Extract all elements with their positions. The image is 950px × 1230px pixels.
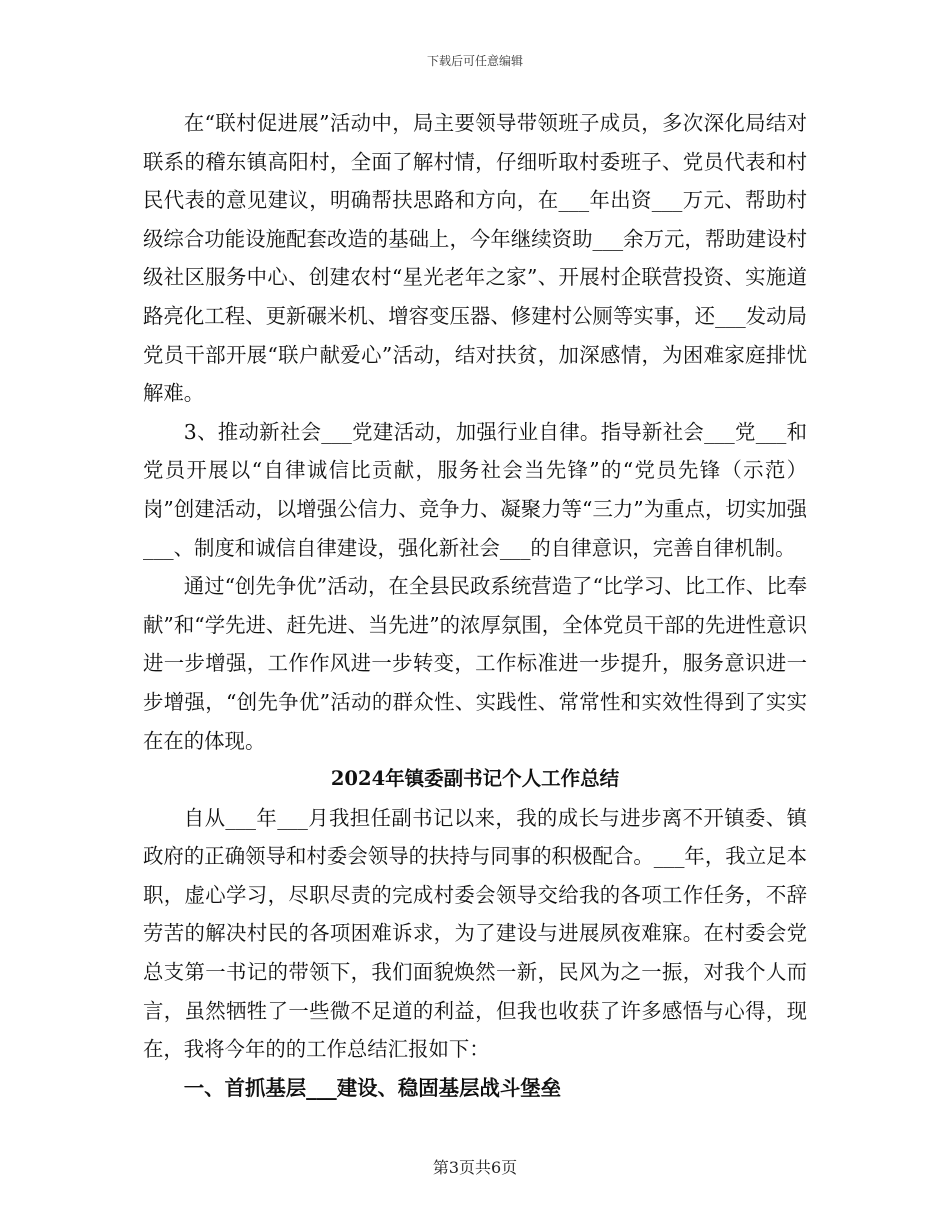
page-header: 下载后可任意编辑 bbox=[426, 54, 523, 68]
document-body bbox=[143, 104, 807, 1107]
heading-grassroots: 一、首抓基层___建设、稳固基层战斗堡垒 bbox=[183, 1075, 562, 1100]
page-number: 第3页共6页 bbox=[432, 1158, 518, 1177]
paragraph-chuang-xian-zheng-you: 通过“创先争优”活动，在全县民政系统营造了“比学习、比工作、比奉献”和“学先进、赶先进、当先进”的浓厚氛围，全体党员干部的先进性意识进一步增强，工作作风进一步转变，工作标准进一步提升，服务意识进一步增强，“创先争优”活动的群众性、实践性、常常性和实效性得到了实实在在的体现。 bbox=[143, 574, 807, 753]
section-title: 2024年镇委副书记个人工作总结 bbox=[330, 767, 620, 791]
paragraph-new-society-party-building: 3、推动新社会___党建活动，加强行业自律。指导新社会___党___和党员开展以“自律诚信比贡献，服务社会当先锋”的“党员先锋（示范）岗”创建活动，以增强公信力、竞争力、凝聚力等“三力”为重点，切实加强___、制度和诚信自律建设，强化新社会___的自律意识，完善自律机制。 bbox=[143, 419, 807, 560]
paragraph-intro-summary: 自从___年___月我担任副书记以来，我的成长与进步离不开镇委、镇政府的正确领导和村委会领导的扶持与同事的积极配合。___年，我立足本职，虚心学习，尽职尽责的完成村委会领导交给我的各项工作任务，不辞劳苦的解决村民的各项困难诉求，为了建设与进展夙夜难寐。在村委会党总支第一书记的带领下，我们面貌焕然一新，民风为之一振，对我个人而言，虽然牺牲了一些微不足道的利益，但我也收获了许多感悟与心得，现在，我将今年的的工作总结汇报如下： bbox=[143, 805, 807, 1062]
paragraph-lian-cun: 在“联村促进展”活动中，局主要领导带领班子成员，多次深化局结对联系的稽东镇高阳村，全面了解村情，仔细听取村委班子、党员代表和村民代表的意见建议，明确帮扶思路和方向，在___年出资___万元、帮助村级综合功能设施配套改造的基础上，今年继续资助___余万元，帮助建设村级社区服务中心、创建农村“星光老年之家”、开展村企联营投资、实施道路亮化工程、更新碾米机、增容变压器、修建村公厕等实事，还___发动局党员干部开展“联户献爱心”活动，结对扶贫，加深感情，为困难家庭排忧解难。 bbox=[143, 111, 807, 406]
